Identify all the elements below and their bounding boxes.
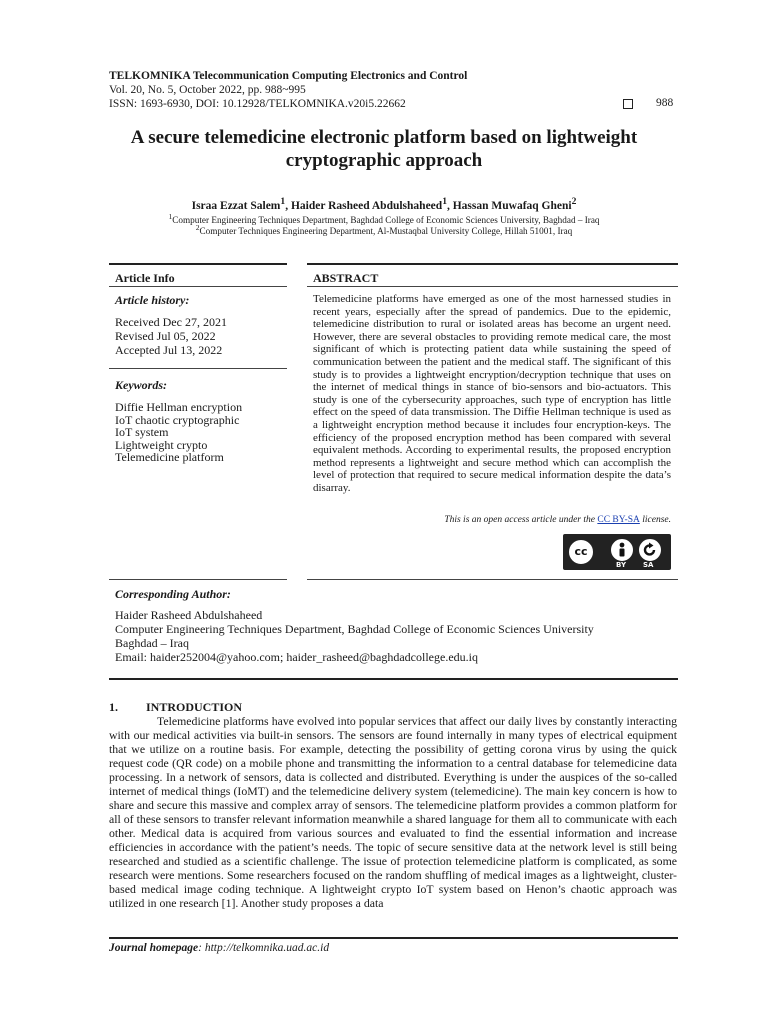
sa-label: SA (643, 561, 654, 569)
corresponding-email: Email: haider252004@yahoo.com; haider_rasheed@baghdadcollege.edu.iq (115, 650, 478, 664)
history-label: Article history: (115, 293, 190, 307)
author-sep: , (446, 199, 453, 212)
author-2-sup: 1 (442, 196, 447, 207)
footer-rule (109, 937, 678, 939)
article-info-head-rule (109, 286, 287, 287)
affiliation-2 (100, 222, 668, 237)
keywords-bottom-rule (109, 579, 287, 580)
license-link[interactable]: CC BY-SA (597, 515, 640, 525)
keyword-item: Lightweight crypto (115, 438, 208, 452)
introduction-paragraph: Telemedicine platforms have evolved into popular services that affect our daily lives by constantly interacting with our medical activities via built-in sensors. The sensors are found internally in many types of electrical equipment that we utilize on a routine basis. For example, detecting the possibility of getting corona virus by using the quick request code (QR code) on a mobile phone and transmitting the information to a central database for telemedicine data processing. In a network of sensors, data is collected and distributed. Everything is under the auspices of the so-called internet of medical things (IoMT) and the telemedicine delivery system (telemedicine). The main key concern is how to share and secure this massive and complex array of sensors. The telemedicine platform provides a common platform for all of these sensors to transfer relevant information meanwhile a shared language for them all to communicate with each other. Medical data is acquired from various sources and evaluated to find the essential information and increase efficiencies in accordance with the patient’s needs. The topic of secure sensitive data at the network level is still being researched and studied as a scientific challenge. The issue of protection telemedicine platform is complicated, as some research were mentions. Some researchers focused on the random shuffling of medical images as a lightweight, cluster-based medical image coding technique. A lightweight crypto IoT system based on Henon’s chaotic approach was utilized in one research [1]. Another study proposes a data (109, 714, 677, 910)
author-2: Haider Rasheed Abdulshaheed (290, 199, 443, 212)
abstract-text: Telemedicine platforms have emerged as one of the most harnessed studies in recent years, especially after the spread of pandemics. Due to the epidemic, telemedicine distribution to rural or isolated areas has become an urgent need. However, there are several obstacles to providing remote medical care, the most significant of which is protecting patient data while sustaining the speed of communication between the patient and the medical staff. The significant of this study is to provides a lightweight encryption/decryption technique that uses on the internet of medical things in stance of bio-sensors and bio-actuators. This study is one of the cybersecurity approaches, such type of encryption has little effect on the speed of data transmission. The Diffie Hellman technique is used as a lightweight encryption method because it includes four encryption-keys. The efficiency of the proposed encryption method has been compared with several equivalent methods. According to experimental results, the proposed encryption method represents a lightweight and secure method which can accomplish the level of protection that required to secure medical information despite the data’s disarray. (313, 293, 671, 494)
author-1: Israa Ezzat Salem (191, 199, 281, 212)
affiliation-2-text: Computer Techniques Engineering Department, Al-Mustaqbal University College, Hillah 51001, Iraq (199, 226, 573, 237)
corresponding-name: Haider Rasheed Abdulshaheed (115, 608, 263, 622)
affiliation-2-sup: 2 (195, 223, 200, 232)
introduction-heading (109, 700, 242, 715)
cc-icon: cc (567, 538, 595, 566)
square-icon (623, 99, 633, 109)
article-info-heading: Article Info (115, 271, 175, 285)
history-received: Received Dec 27, 2021 (115, 315, 227, 329)
keyword-item: IoT chaotic cryptographic (115, 413, 240, 427)
affiliation-1-sup: 1 (168, 212, 173, 221)
corresponding-department: Computer Engineering Techniques Department, Baghdad College of Economic Sciences University (115, 622, 594, 636)
open-access-note (313, 515, 671, 525)
abstract-top-rule (307, 263, 678, 265)
keyword-item: Diffie Hellman encryption (115, 400, 243, 414)
journal-homepage (109, 942, 329, 954)
article-info-top-rule (109, 263, 287, 265)
corresponding-label: Corresponding Author: (115, 587, 231, 601)
footer-url[interactable]: : http://telkomnika.uad.ac.id (198, 942, 330, 954)
author-sep: , (285, 199, 291, 212)
history-revised: Revised Jul 05, 2022 (115, 329, 216, 343)
paper-title: A secure telemedicine electronic platform based on lightweight cryptographic approach (130, 127, 638, 171)
corresponding-bottom-rule (109, 678, 678, 680)
history-rule (109, 368, 287, 369)
footer-label: Journal homepage (109, 942, 199, 954)
keyword-item: Telemedicine platform (115, 450, 224, 464)
history-accepted: Accepted Jul 13, 2022 (115, 343, 223, 357)
abstract-head-rule (307, 286, 678, 287)
abstract-bottom-rule (307, 579, 678, 580)
sa-share-icon (637, 537, 663, 563)
section-title: INTRODUCTION (146, 700, 243, 714)
open-access-suffix: license. (639, 515, 671, 525)
journal-name: TELKOMNIKA Telecommunication Computing Electronics and Control (109, 70, 468, 82)
abstract-heading: ABSTRACT (313, 271, 379, 285)
affiliation-1-text: Computer Engineering Techniques Department, Baghdad College of Economic Sciences University, Baghdad – Iraq (172, 215, 600, 226)
keyword-item: IoT system (115, 425, 169, 439)
section-number: 1. (109, 700, 118, 714)
introduction-body (109, 714, 677, 910)
author-3: Hassan Muwafaq Gheni (452, 199, 572, 212)
volume-info: Vol. 20, No. 5, October 2022, pp. 988~995 (109, 84, 306, 96)
page-number: 988 (656, 97, 674, 109)
corresponding-location: Baghdad – Iraq (115, 636, 189, 650)
open-access-prefix: This is an open access article under the (444, 515, 598, 525)
by-person-icon (609, 537, 635, 563)
by-label: BY (616, 561, 627, 569)
cc-by-sa-badge[interactable] (563, 534, 671, 570)
author-1-sup: 1 (280, 196, 286, 207)
keywords-label: Keywords: (115, 378, 167, 392)
author-3-sup: 2 (571, 196, 577, 207)
issn-doi: ISSN: 1693-6930, DOI: 10.12928/TELKOMNIKA.v20i5.22662 (109, 98, 406, 110)
author-list (100, 196, 668, 212)
